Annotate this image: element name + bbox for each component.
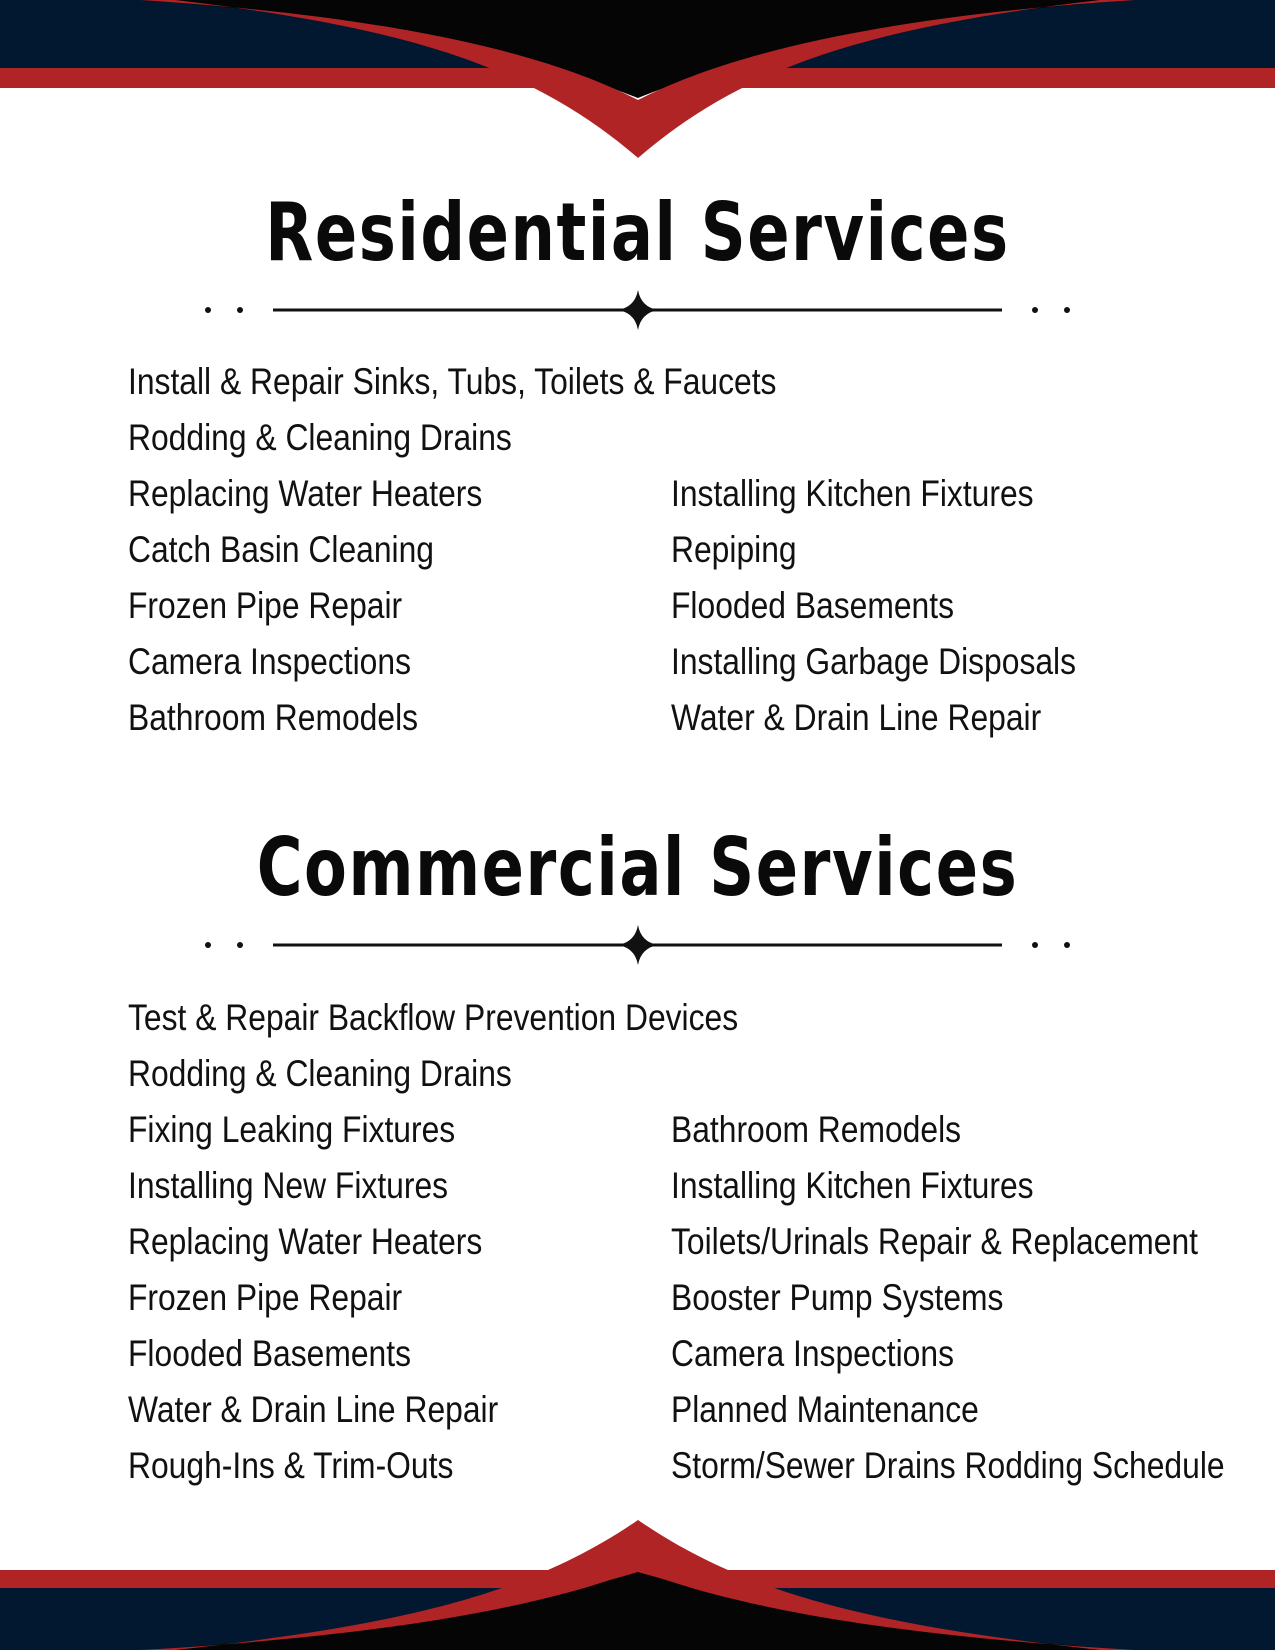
list-item: Replacing Water Heaters (128, 473, 483, 514)
list-item: Bathroom Remodels (128, 697, 419, 738)
list-item: Replacing Water Heaters (128, 1221, 483, 1262)
list-item: Installing Garbage Disposals (671, 641, 1077, 682)
residential-divider (190, 290, 1085, 330)
list-item: Booster Pump Systems (671, 1277, 1004, 1318)
list-item: Water & Drain Line Repair (128, 1389, 499, 1430)
list-item: Bathroom Remodels (671, 1109, 962, 1150)
list-item: Installing Kitchen Fixtures (671, 1165, 1034, 1206)
bottom-decorative-band (0, 1520, 1275, 1650)
residential-services-list-right (671, 466, 1142, 746)
list-item: Camera Inspections (128, 641, 411, 682)
list-item: Toilets/Urinals Repair & Replacement (671, 1221, 1199, 1262)
list-item: Installing New Fixtures (128, 1165, 449, 1206)
top-decorative-band (0, 0, 1275, 160)
list-item: Rodding & Cleaning Drains (128, 1053, 512, 1094)
list-item: Storm/Sewer Drains Rodding Schedule (671, 1445, 1225, 1486)
list-item: Planned Maintenance (671, 1389, 979, 1430)
list-item: Test & Repair Backflow Prevention Devices (128, 997, 739, 1038)
list-item: Frozen Pipe Repair (128, 1277, 403, 1318)
commercial-services-list-right (671, 1102, 1275, 1494)
list-item: Repiping (671, 529, 797, 570)
list-item: Installing Kitchen Fixtures (671, 473, 1034, 514)
list-item: Catch Basin Cleaning (128, 529, 435, 570)
list-item: Frozen Pipe Repair (128, 585, 403, 626)
commercial-services-title: Commercial Services (256, 821, 1019, 914)
commercial-divider (190, 925, 1085, 965)
residential-services-title: Residential Services (265, 186, 1010, 279)
list-item: Flooded Basements (671, 585, 955, 626)
list-item: Rodding & Cleaning Drains (128, 417, 512, 458)
list-item: Water & Drain Line Repair (671, 697, 1042, 738)
list-item: Flooded Basements (128, 1333, 412, 1374)
list-item: Rough-Ins & Trim-Outs (128, 1445, 454, 1486)
list-item: Fixing Leaking Fixtures (128, 1109, 456, 1150)
list-item: Install & Repair Sinks, Tubs, Toilets & Faucets (128, 361, 777, 402)
list-item: Camera Inspections (671, 1333, 954, 1374)
